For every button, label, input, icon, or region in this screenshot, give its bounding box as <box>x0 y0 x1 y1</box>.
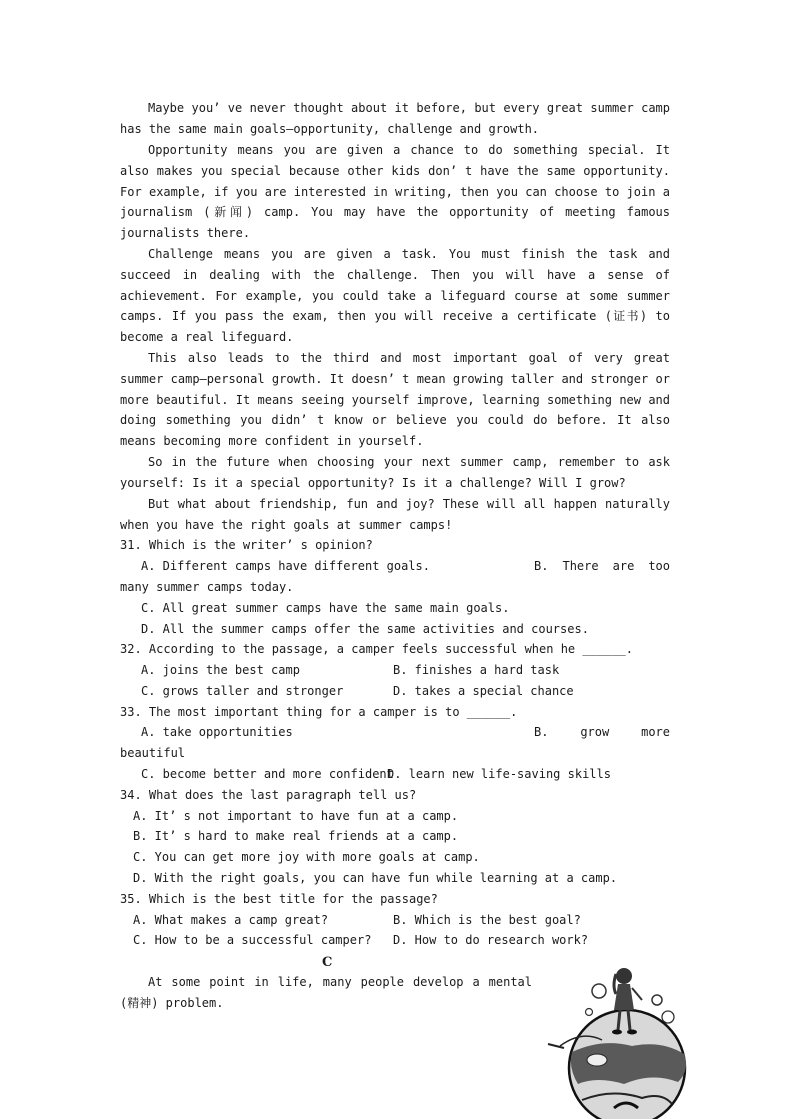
question-35-stem: 35. Which is the best title for the passage? <box>120 892 438 906</box>
question-35-option-c[interactable]: C. How to be a successful camper? <box>133 933 372 947</box>
question-34-option-b[interactable]: B. It’ s hard to make real friends at a camp. <box>133 829 459 843</box>
question-34-option-a[interactable]: A. It’ s not important to have fun at a camp. <box>133 809 459 823</box>
passage-paragraph-1: Maybe you’ ve never thought about it before, but every great summer camp has the same main goals—opportunity, challenge and growth. <box>120 101 670 136</box>
question-34-option-d[interactable]: D. With the right goals, you can have fun while learning at a camp. <box>133 871 618 885</box>
section-c-intro: At some point in life, many people develop a mental (精神) problem. <box>120 975 532 1010</box>
question-33-option-d[interactable]: D. learn new life-saving skills <box>387 767 611 781</box>
question-33-option-c[interactable]: C. become better and more confident <box>141 767 394 781</box>
question-31-option-c[interactable]: C. All great summer camps have the same main goals. <box>141 601 510 615</box>
question-31-option-d[interactable]: D. All the summer camps offer the same activities and courses. <box>141 622 589 636</box>
question-31-option-b[interactable]: B. There are too many summer camps today. <box>120 559 670 594</box>
passage-paragraph-4: This also leads to the third and most important goal of very great summer camp—personal growth. It doesn’ t mean growing taller and stronger or more beautiful. It means seeing yourself improve, learning something new and doing something you didn’ t know or believe you could do before. It also means becoming more confident in yourself. <box>120 351 670 449</box>
question-33-stem: 33. The most important thing for a camper is to ______. <box>120 705 518 719</box>
passage-paragraph-6: But what about friendship, fun and joy? These will all happen naturally when you have the right goals at summer camps! <box>120 497 670 532</box>
question-32-option-a[interactable]: A. joins the best camp <box>141 663 300 677</box>
question-32-option-c[interactable]: C. grows taller and stronger <box>141 684 344 698</box>
question-31-option-a[interactable]: A. Different camps have different goals. <box>141 559 430 573</box>
question-33-option-a[interactable]: A. take opportunities <box>141 725 293 739</box>
question-35-option-b[interactable]: B. Which is the best goal? <box>393 913 581 927</box>
question-32-option-d[interactable]: D. takes a special chance <box>393 684 574 698</box>
question-35-option-a[interactable]: A. What makes a camp great? <box>133 913 329 927</box>
person-on-globe-illustration <box>542 960 702 1119</box>
passage-paragraph-2: Opportunity means you are given a chance to do something special. It also makes you special because other kids don’ t have the same opportunity. For example, if you are interested in writing, then you can choose to join a journalism (新闻) camp. You may have the opportunity of meeting famous journalists there. <box>120 143 670 241</box>
question-34-stem: 34. What does the last paragraph tell us? <box>120 788 417 802</box>
question-35-option-d[interactable]: D. How to do research work? <box>393 933 589 947</box>
question-32-stem: 32. According to the passage, a camper feels successful when he ______. <box>120 642 633 656</box>
passage-paragraph-5: So in the future when choosing your next summer camp, remember to ask yourself: Is it a special opportunity? Is it a challenge? Will I grow? <box>120 455 670 490</box>
question-32-option-b[interactable]: B. finishes a hard task <box>393 663 560 677</box>
passage-paragraph-3: Challenge means you are given a task. You must finish the task and succeed in dealing with the challenge. Then you will have a sense of achievement. For example, you could take a lifeguard course at some summer camps. If you pass the exam, then you will receive a certificate (证书) to become a real lifeguard. <box>120 247 670 345</box>
section-c-heading: C <box>322 955 333 970</box>
question-33-option-b[interactable]: B. grow more beautiful <box>120 725 670 760</box>
question-31-stem: 31. Which is the writer’ s opinion? <box>120 538 373 552</box>
question-34-option-c[interactable]: C. You can get more joy with more goals at camp. <box>133 850 480 864</box>
